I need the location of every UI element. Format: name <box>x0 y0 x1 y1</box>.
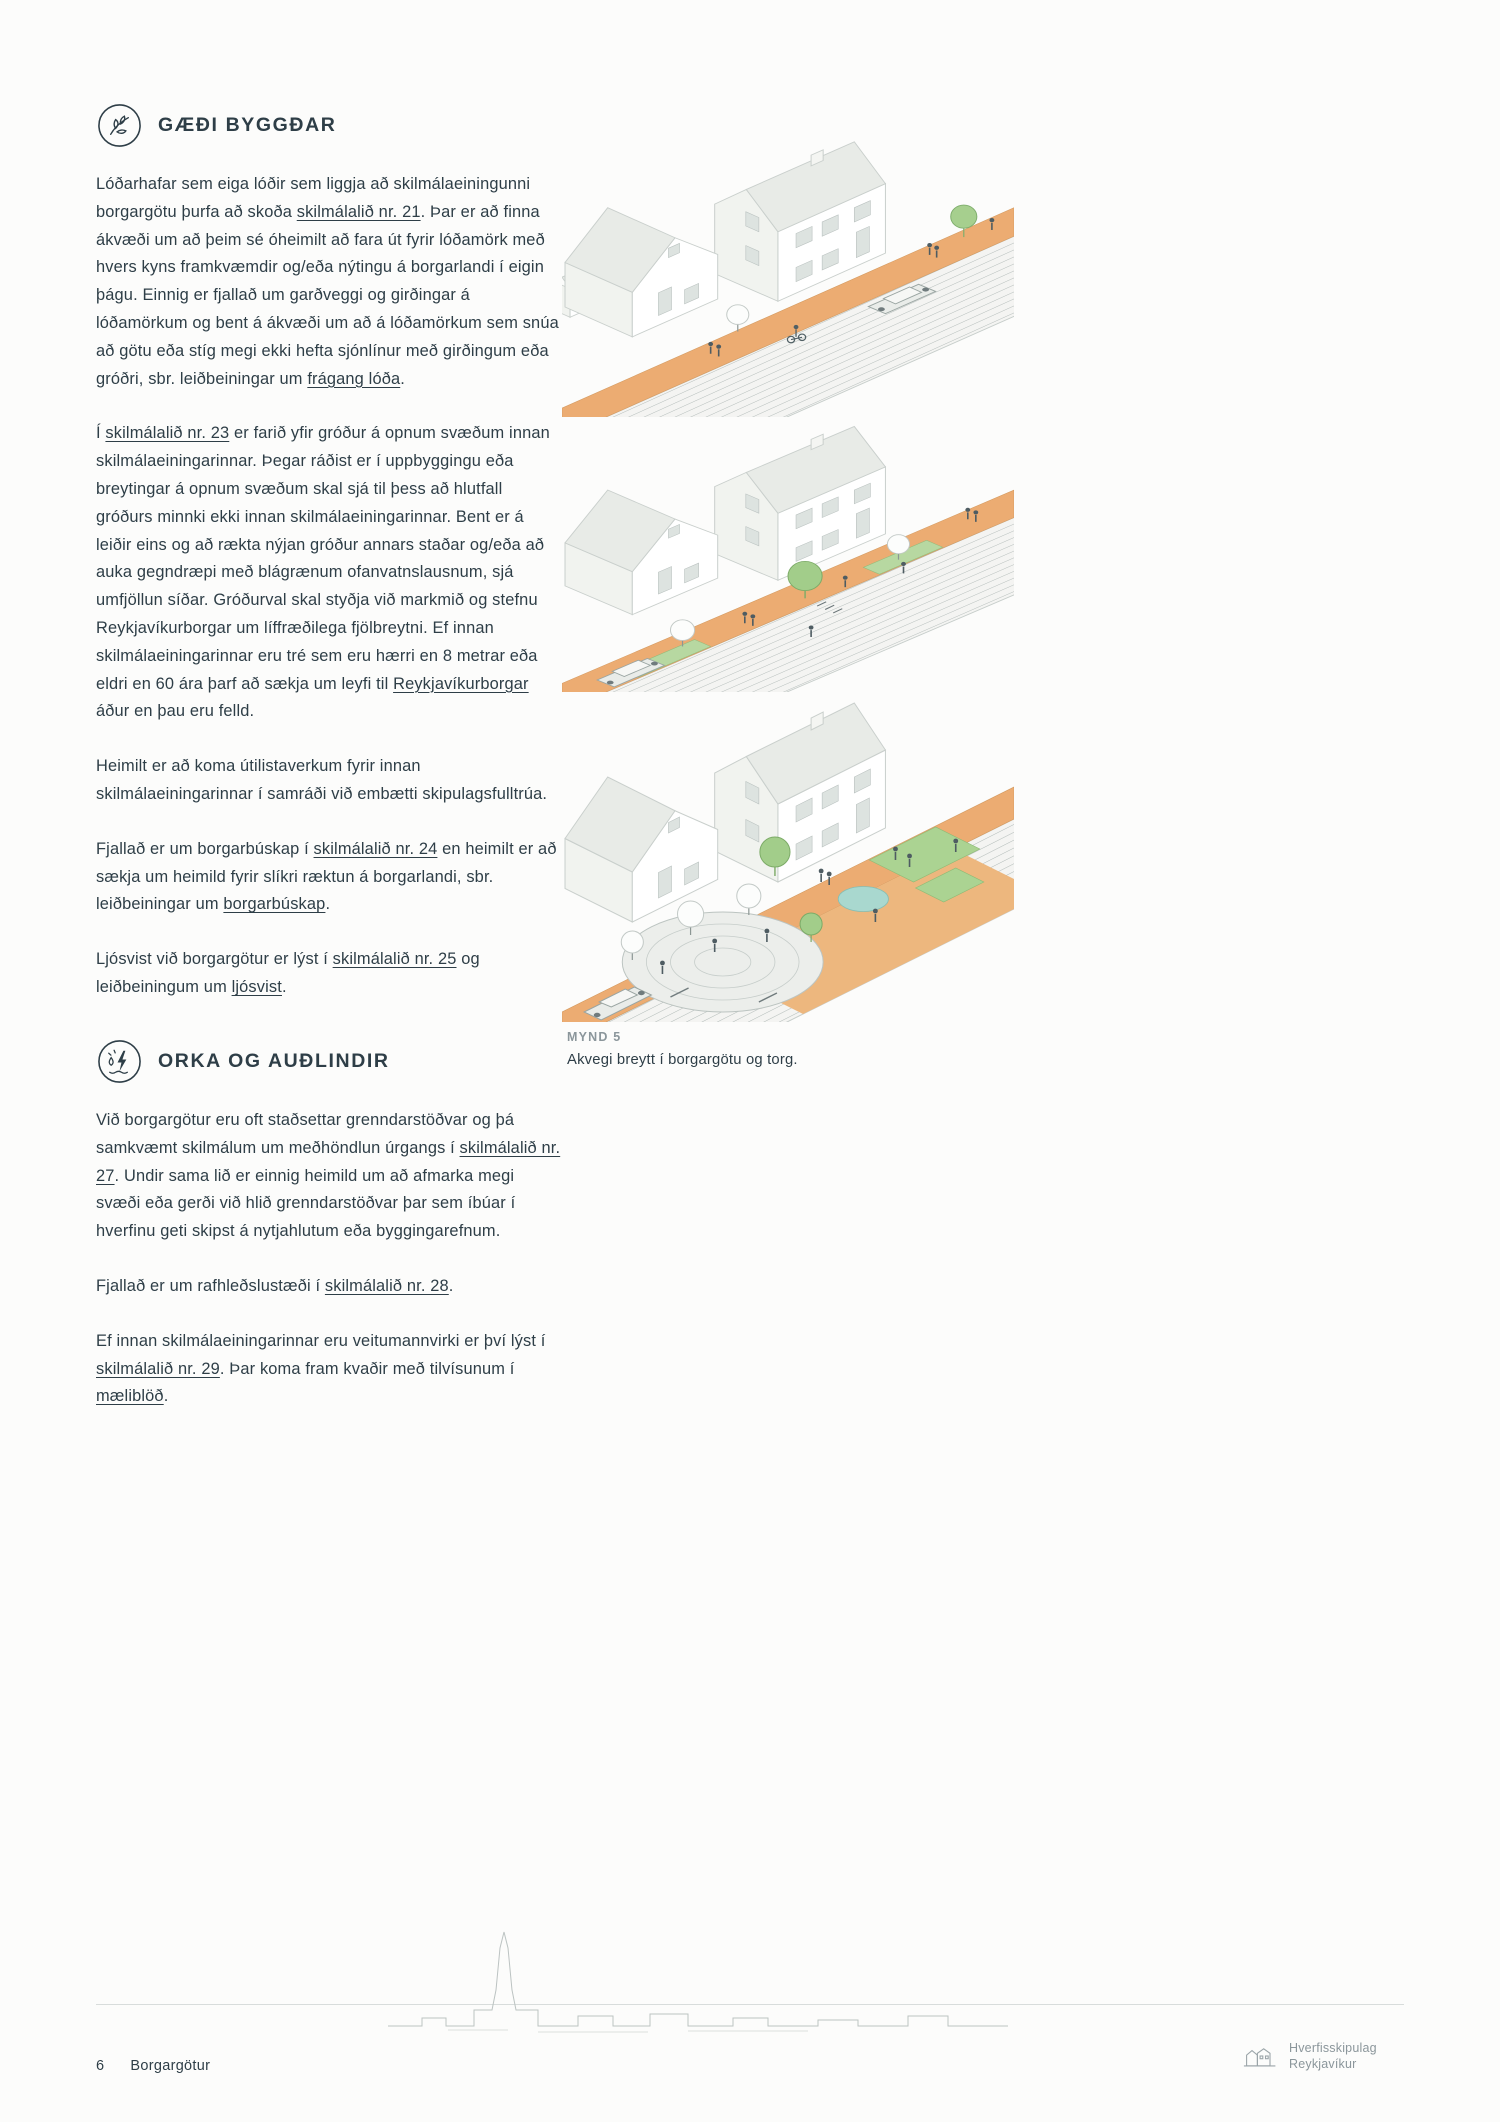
text-segment: Lóðarhafar sem eiga lóðir sem liggja að skilmálaeiningunni borgargötu þurfa að skoða <box>96 175 531 221</box>
section-body <box>96 1107 562 1411</box>
text-segment: áður en þau eru felld. <box>96 702 255 721</box>
houses-logo-icon <box>1243 2041 1279 2071</box>
inline-link[interactable]: skilmálalið nr. 21 <box>296 202 421 221</box>
text-segment: en heimilt er að sækja um heimild fyrir slíkri ræktun á borgarlandi, sbr. leiðbeiningar um <box>96 839 557 914</box>
inline-link[interactable]: frágang lóða <box>307 369 401 388</box>
logo-line-1: Hverfisskipulag <box>1289 2041 1377 2055</box>
illustration-scene-street <box>562 132 1014 417</box>
section-title: ORKA OG AUÐLINDIR <box>158 1050 390 1072</box>
energy-water-icon <box>96 1038 143 1085</box>
inline-link[interactable]: Reykjavíkurborgar <box>393 674 529 693</box>
text-segment: . Þar koma fram kvaðir með tilvísunum í <box>219 1359 515 1378</box>
publisher-logo <box>1243 2040 1377 2072</box>
figure-illustrations <box>562 132 1014 1022</box>
text-segment: er farið yfir gróður á opnum svæðum innan skilmálaeiningarinnar. Þegar ráðist er í uppbyggingu eða breytingar á opnum svæðum skal sjá til þess að hlutfall gróðurs minnki ekki innan skilmálaeiningarinnar. Bent er á leiðir eins og að rækta nýjan gróður annars staðar og/eða að auka gegndræpi með blágrænum ofanvatnslausnum, sjá umfjöllun síðar. Gróðurval skal styðja við markmið og stefnu Reykjavíkurborgar um líffræðilega fjölbreytni. Ef innan skilmálaeiningarinnar eru tré sem eru hærri en 8 metrar eða eldri en 60 ára þarf að sækja um leyfi til <box>96 424 550 693</box>
inline-link[interactable]: skilmálalið nr. 24 <box>313 839 438 858</box>
figure-caption <box>567 1030 987 1068</box>
text-segment: . <box>281 977 287 996</box>
logo-line-2: Reykjavíkur <box>1289 2057 1357 2071</box>
paragraph <box>96 946 562 1002</box>
illustration-scene-square <box>562 692 1014 1022</box>
text-segment: Heimilt er að koma útilistaverkum fyrir innan skilmálaeiningarinnar í samráði við embætti skipulagsfulltrúa. <box>96 757 548 803</box>
text-segment: Ef innan skilmálaeiningarinnar eru veitumannvirki er því lýst í <box>96 1331 546 1350</box>
paragraph <box>96 420 562 726</box>
building-front <box>565 208 718 337</box>
text-segment: . Þar er að finna ákvæði um að þeim sé óheimilt að fara út fyrir lóðamörk með hvers kyns framkvæmdir og/eða nýtingu á borgarlandi í eigin þágu. Einnig er fjallað um garðveggi og girðingar á lóðamörkum og bent á ákvæði um að á lóðamörkum sem snúa að götu eða stíg megi ekki hefta sjónlínur með girðingum eða gróðri, sbr. leiðbeiningar um <box>96 202 559 388</box>
text-segment: . <box>448 1276 454 1295</box>
figure-label: MYND 5 <box>567 1030 622 1044</box>
inline-link[interactable]: ljósvist <box>231 977 282 996</box>
text-segment: . <box>163 1387 169 1406</box>
footer-left <box>96 2058 210 2074</box>
footer-doc-title: Borgargötur <box>130 2058 211 2074</box>
reykjavik-skyline-drawing <box>388 1930 1028 2040</box>
logo-text <box>1289 2040 1377 2072</box>
text-segment: og leiðbeiningum um <box>96 950 480 996</box>
text-segment: Við borgargötur eru oft staðsettar grenndarstöðvar og þá samkvæmt skilmálum um meðhöndlun úrgangs í <box>96 1111 515 1157</box>
inline-link[interactable]: skilmálalið nr. 28 <box>324 1276 449 1295</box>
section-title: GÆÐI BYGGÐAR <box>158 114 337 136</box>
inline-link[interactable]: skilmálalið nr. 29 <box>96 1359 220 1378</box>
text-segment: . <box>325 895 331 914</box>
text-segment: Fjallað er um borgarbúskap í <box>96 839 314 858</box>
paragraph <box>96 1107 562 1246</box>
paragraph <box>96 753 562 809</box>
leaf-branch-icon <box>96 102 143 149</box>
page-number: 6 <box>96 2058 105 2074</box>
building-front <box>565 777 718 922</box>
paragraph <box>96 836 562 919</box>
inline-link[interactable]: skilmálalið nr. 25 <box>332 950 457 969</box>
text-segment: . <box>400 369 405 388</box>
section-heading-row <box>96 1038 562 1085</box>
section-gaedi-byggdar <box>96 102 562 1002</box>
paragraph <box>96 171 562 393</box>
inline-link[interactable]: skilmálalið nr. 27 <box>96 1138 561 1185</box>
paragraph <box>96 1273 562 1301</box>
plaza-circle <box>622 912 823 1012</box>
text-segment: . Undir sama lið er einnig heimild um að afmarka megi svæði eða gerði við hlið grenndarstöðvar þar sem íbúar í hverfinu geti skipst á nytjahlutum eða byggingarefnum. <box>96 1166 516 1241</box>
pond <box>838 887 888 912</box>
text-segment: Ljósvist við borgargötur er lýst í <box>96 950 333 969</box>
inline-link[interactable]: skilmálalið nr. 23 <box>105 424 230 443</box>
figure-caption-text: Akvegi breytt í borgargötu og torg. <box>567 1052 798 1068</box>
section-body <box>96 171 562 1002</box>
building-front <box>565 490 718 615</box>
inline-link[interactable]: mæliblöð <box>96 1387 164 1406</box>
building-back <box>715 703 886 882</box>
text-segment: Fjallað er um rafhleðslustæði í <box>96 1276 325 1295</box>
section-heading-row <box>96 102 562 149</box>
illustration-scene-greenery <box>562 417 1014 692</box>
paragraph <box>96 1328 562 1411</box>
section-orka-og-audlindir <box>96 1038 562 1411</box>
inline-link[interactable]: borgarbúskap <box>223 895 326 914</box>
text-segment: Í <box>96 424 106 443</box>
